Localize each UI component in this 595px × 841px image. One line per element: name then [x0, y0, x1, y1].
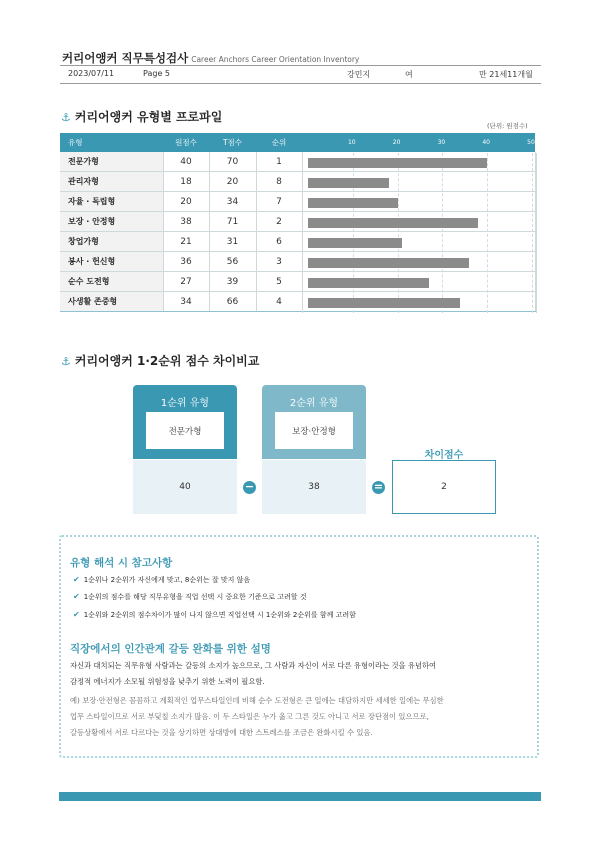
chart-tick-label: 50: [527, 139, 535, 146]
example-line-1: 예) 보장·안전형은 꼼꼼하고 계획적인 업무스타일인데 비해 순수 도전형은 큰 일에는 대담하지만 세세한 일에는 무심한: [70, 696, 444, 705]
chart-gridline: [442, 153, 443, 313]
chart-gridline: [353, 153, 354, 313]
chart-bar: [308, 238, 402, 248]
chart-bar: [308, 298, 460, 308]
row-raw: 38: [163, 212, 209, 232]
chart-bar: [308, 278, 429, 288]
diff-score-label: 차이점수: [424, 450, 464, 461]
chart-tick-label: 30: [437, 139, 446, 146]
chart-bar: [308, 158, 487, 168]
row-rank: 7: [256, 192, 302, 212]
second-rank-label: 2순위 유형: [289, 398, 339, 409]
row-rank: 1: [256, 152, 302, 172]
col-header-raw: 원점수: [163, 133, 209, 152]
notes-heading-conflict: 직장에서의 인간관계 갈등 완화를 위한 설명: [70, 643, 271, 655]
row-t: 66: [209, 292, 256, 312]
row-type: 자율 · 독립형: [60, 192, 163, 212]
row-type: 창업가형: [60, 232, 163, 252]
report-title-text: 커리어앵커 직무특성검사: [62, 51, 189, 65]
row-rank: 4: [256, 292, 302, 312]
row-rank: 2: [256, 212, 302, 232]
diff-score-value: 2: [392, 460, 496, 514]
report-subtitle: Career Anchors Career Orientation Inventory: [191, 55, 360, 64]
col-header-type: 유형: [60, 133, 163, 152]
row-type: 사생활 존중형: [60, 292, 163, 312]
row-t: 71: [209, 212, 256, 232]
note-item-text: 1순위나 2순위가 자신에게 맞고, 8순위는 잘 맞지 않음: [83, 576, 251, 584]
chart-tick-label: 20: [392, 139, 401, 146]
chart-bar: [308, 178, 389, 188]
chart-bar: [308, 198, 398, 208]
note-item-text: 1순위와 2순위의 점수차이가 많이 나지 않으면 직업선택 시 1순위와 2순위를 함께 고려함: [83, 611, 356, 619]
header-divider-top: [60, 65, 541, 66]
check-icon: ✔: [73, 610, 80, 619]
report-date: 2023/07/11: [68, 69, 115, 78]
row-type: 관리자형: [60, 172, 163, 192]
row-type: 전문가형: [60, 152, 163, 172]
second-rank-type: 보장·안정형: [275, 412, 353, 449]
profile-unit: (단위: 원점수): [487, 122, 528, 130]
chart-gridline: [398, 153, 399, 313]
first-rank-score: 40: [133, 460, 237, 514]
profile-bar-chart: [302, 153, 537, 313]
chart-bar: [308, 218, 478, 228]
notes-heading-interpretation: 유형 해석 시 참고사항: [70, 557, 173, 569]
minus-icon: −: [244, 480, 255, 493]
conflict-line-1: 자신과 대치되는 직무유형 사람과는 갈등의 소지가 높으므로, 그 사람과 자신이 서로 다른 유형이라는 것을 유념하여: [70, 661, 437, 670]
row-t: 34: [209, 192, 256, 212]
row-t: 39: [209, 272, 256, 292]
first-rank-card: [133, 385, 237, 459]
header-divider-bottom: [60, 83, 541, 84]
first-rank-type: 전문가형: [146, 412, 224, 449]
compare-title-text: 커리어앵커 1·2순위 점수 차이비교: [74, 354, 260, 368]
example-paragraph: [70, 693, 540, 741]
row-type: 봉사 · 헌신형: [60, 252, 163, 272]
col-header-rank: 순위: [256, 133, 302, 152]
example-line-2: 업무 스타일이므로 서로 부딪칠 소지가 많음. 이 두 스타일은 누가 옳고 그른 것도 아니고 서로 장단점이 있으므로,: [70, 712, 429, 721]
second-rank-score: 38: [262, 460, 366, 514]
profile-section-title: [61, 108, 222, 125]
check-icon: ✔: [73, 575, 80, 584]
chart-axis: [302, 133, 535, 152]
check-icon: ✔: [73, 592, 80, 601]
first-rank-label: 1순위 유형: [160, 398, 210, 409]
anchor-icon: ⚓: [61, 111, 71, 124]
chart-bar: [308, 258, 469, 268]
footer-bar: [59, 792, 541, 801]
row-type: 보장 · 안정형: [60, 212, 163, 232]
col-header-t: T점수: [209, 133, 256, 152]
row-raw: 36: [163, 252, 209, 272]
row-rank: 6: [256, 232, 302, 252]
second-rank-card: [262, 385, 366, 459]
row-rank: 3: [256, 252, 302, 272]
chart-tick-label: 40: [482, 139, 491, 146]
equals-icon: =: [373, 480, 384, 493]
compare-section-title: [61, 352, 259, 369]
note-item-text: 1순위의 점수를 해당 직무유형을 직업 선택 시 중요한 기준으로 고려할 것: [83, 593, 307, 601]
chart-tick-label: 10: [347, 139, 356, 146]
conflict-line-2: 감정적 에너지가 소모될 위험성을 낮추기 위한 노력이 필요함.: [70, 677, 265, 686]
anchor-icon: ⚓: [61, 355, 71, 368]
note-item: [73, 592, 307, 602]
note-item: [73, 575, 250, 585]
examinee-gender: 여: [405, 70, 413, 79]
conflict-paragraph: [70, 658, 535, 690]
example-line-3: 갈등상황에서 서로 다르다는 것을 상기하면 상대방에 대한 스트레스를 조금은 완화시킬 수 있음.: [70, 728, 373, 737]
examinee-name: 강민지: [347, 70, 371, 79]
row-t: 20: [209, 172, 256, 192]
row-raw: 27: [163, 272, 209, 292]
row-type: 순수 도전형: [60, 272, 163, 292]
row-rank: 8: [256, 172, 302, 192]
row-t: 56: [209, 252, 256, 272]
row-t: 70: [209, 152, 256, 172]
row-raw: 20: [163, 192, 209, 212]
page-number: Page 5: [143, 69, 170, 78]
note-item: [73, 610, 356, 620]
row-rank: 5: [256, 272, 302, 292]
row-raw: 40: [163, 152, 209, 172]
report-title: [62, 50, 359, 66]
row-raw: 34: [163, 292, 209, 312]
chart-gridline: [487, 153, 488, 313]
row-t: 31: [209, 232, 256, 252]
profile-title-text: 커리어앵커 유형별 프로파일: [74, 110, 223, 124]
examinee-age: 만 21세11개월: [479, 70, 533, 79]
row-raw: 21: [163, 232, 209, 252]
chart-gridline: [532, 153, 533, 313]
row-raw: 18: [163, 172, 209, 192]
